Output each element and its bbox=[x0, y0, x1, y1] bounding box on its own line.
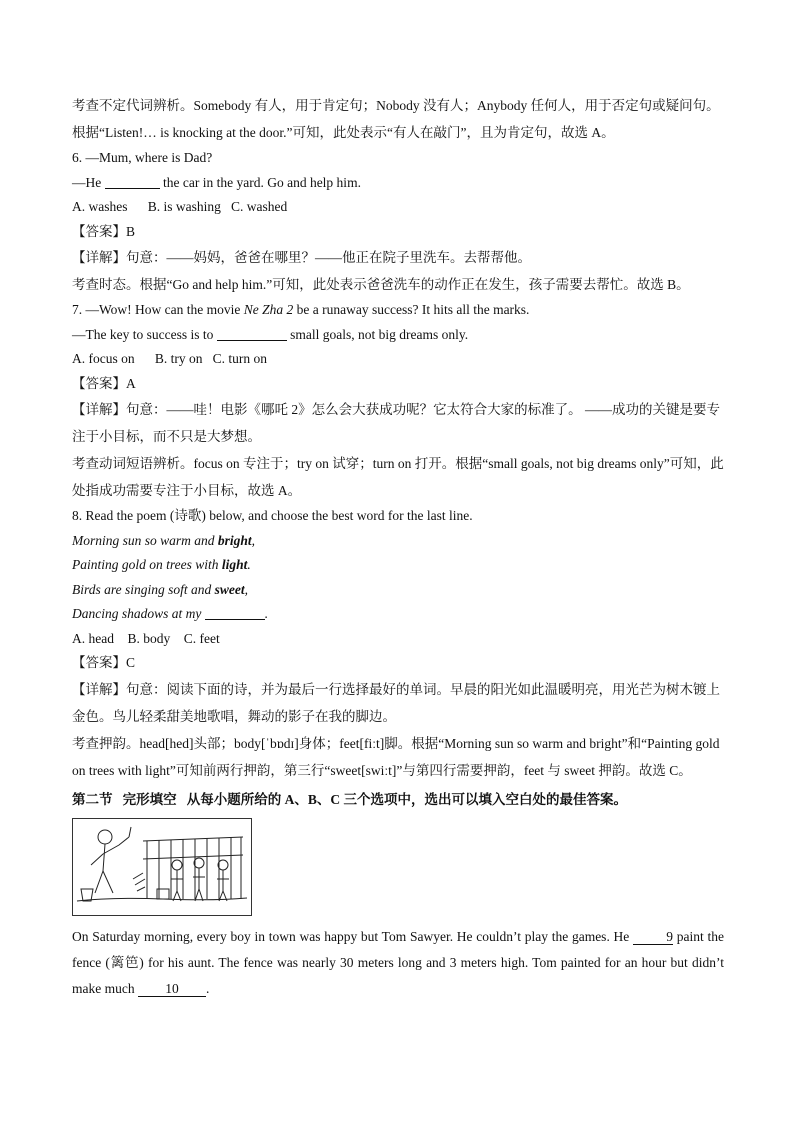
q7-blank bbox=[217, 326, 287, 341]
q8-blank bbox=[205, 605, 265, 620]
q8-answer: 【答案】C bbox=[72, 655, 136, 670]
q7-answer: 【答案】A bbox=[72, 375, 136, 391]
q7-options: A. focus on B. try on C. turn on bbox=[72, 351, 267, 366]
blank-10: 10 bbox=[138, 982, 206, 997]
poem-line-3: Birds are singing soft and sweet, bbox=[72, 581, 249, 597]
q7-analysis: 考查动词短语辨析。focus on 专注于；try on 试穿；turn on 打开。根据“small goals, not big dreams only”可知，此处指成功需要专注于小目标，故选 A。 bbox=[72, 456, 724, 498]
q6-detail: 【详解】句意：——妈妈，爸爸在哪里？——他正在院子里洗车。去帮帮他。 bbox=[72, 250, 531, 265]
q7-detail: 【详解】句意：——哇！电影《哪吒 2》怎么会大获成功呢？它太符合大家的标准了。 ——成功的关键是要专注于小目标，而不只是大梦想。 bbox=[72, 402, 720, 444]
q7-stem bbox=[72, 298, 724, 323]
q6-line2-a: —He bbox=[72, 174, 102, 190]
q7-line2-a: —The key to success is to bbox=[72, 326, 214, 342]
q6-line2-b: the car in the yard. Go and help him. bbox=[163, 174, 361, 190]
section-heading: 第二节 完形填空 从每小题所给的 A、B、C 三个选项中，选出可以填入空白处的最佳答案。 bbox=[72, 791, 628, 807]
q7-stem-b: be a runaway success? It hits all the marks. bbox=[293, 302, 530, 317]
blank-9: 9 bbox=[633, 930, 673, 945]
q6-answer: 【答案】B bbox=[72, 223, 136, 239]
q7-line2-b: small goals, not big dreams only. bbox=[290, 326, 469, 342]
q6-blank bbox=[105, 174, 160, 189]
q8-detail: 【详解】句意：阅读下面的诗，并为最后一行选择最好的单词。早晨的阳光如此温暖明亮，用光芒为树木镀上金色。鸟儿轻柔甜美地歌唱，舞动的影子在我的脚边。 bbox=[72, 681, 720, 724]
q8-analysis: 考查押韵。head[hed]头部；body[ˈbɒdɪ]身体；feet[fiːt]脚。根据“Morning sun so warm and bright”和“Painting gold on trees with light”可知前两行押韵，第三行“sweet[swiːt]”与第四行需要押韵，feet 与 sweet 押韵。故选 C。 bbox=[72, 735, 720, 778]
q7-line2 bbox=[72, 323, 724, 348]
poem-line-1: Morning sun so warm and bright, bbox=[72, 532, 256, 548]
q5-analysis: 考查不定代词辨析。Somebody 有人，用于肯定句；Nobody 没有人；Anybody 任何人，用于否定句或疑问句。根据“Listen!… is knocking at the door.”可知，此处表示“有人在敲门”，且为肯定句，故选 A。 bbox=[72, 98, 720, 140]
q8-options: A. head B. body C. feet bbox=[72, 630, 220, 646]
document-page bbox=[72, 92, 724, 1002]
q6-options: A. washes B. is washing C. washed bbox=[72, 199, 288, 214]
q6-line2 bbox=[72, 171, 724, 196]
tom-sawyer-illustration bbox=[72, 818, 252, 916]
q8-stem: 8. Read the poem (诗歌) below, and choose the best word for the last line. bbox=[72, 508, 473, 523]
poem-line-4: Dancing shadows at my . bbox=[72, 606, 269, 621]
q7-movie-title: Ne Zha 2 bbox=[243, 302, 294, 317]
q6-stem: 6. —Mum, where is Dad? bbox=[72, 150, 213, 165]
poem-line-2: Painting gold on trees with light. bbox=[72, 557, 251, 572]
q6-analysis: 考查时态。根据“Go and help him.”可知，此处表示爸爸洗车的动作正在发生，孩子需要去帮忙。故选 B。 bbox=[72, 277, 690, 292]
q7-stem-a: 7. —Wow! How can the movie bbox=[72, 302, 244, 317]
passage-paragraph: On Saturday morning, every boy in town was happy but Tom Sawyer. He couldn’t play the games. He 9 paint the fence (篱笆) for his aunt. The fence was nearly 30 meters long and 3 meters high. Tom painted for an hour but didn’t make much 10 . bbox=[72, 929, 724, 996]
